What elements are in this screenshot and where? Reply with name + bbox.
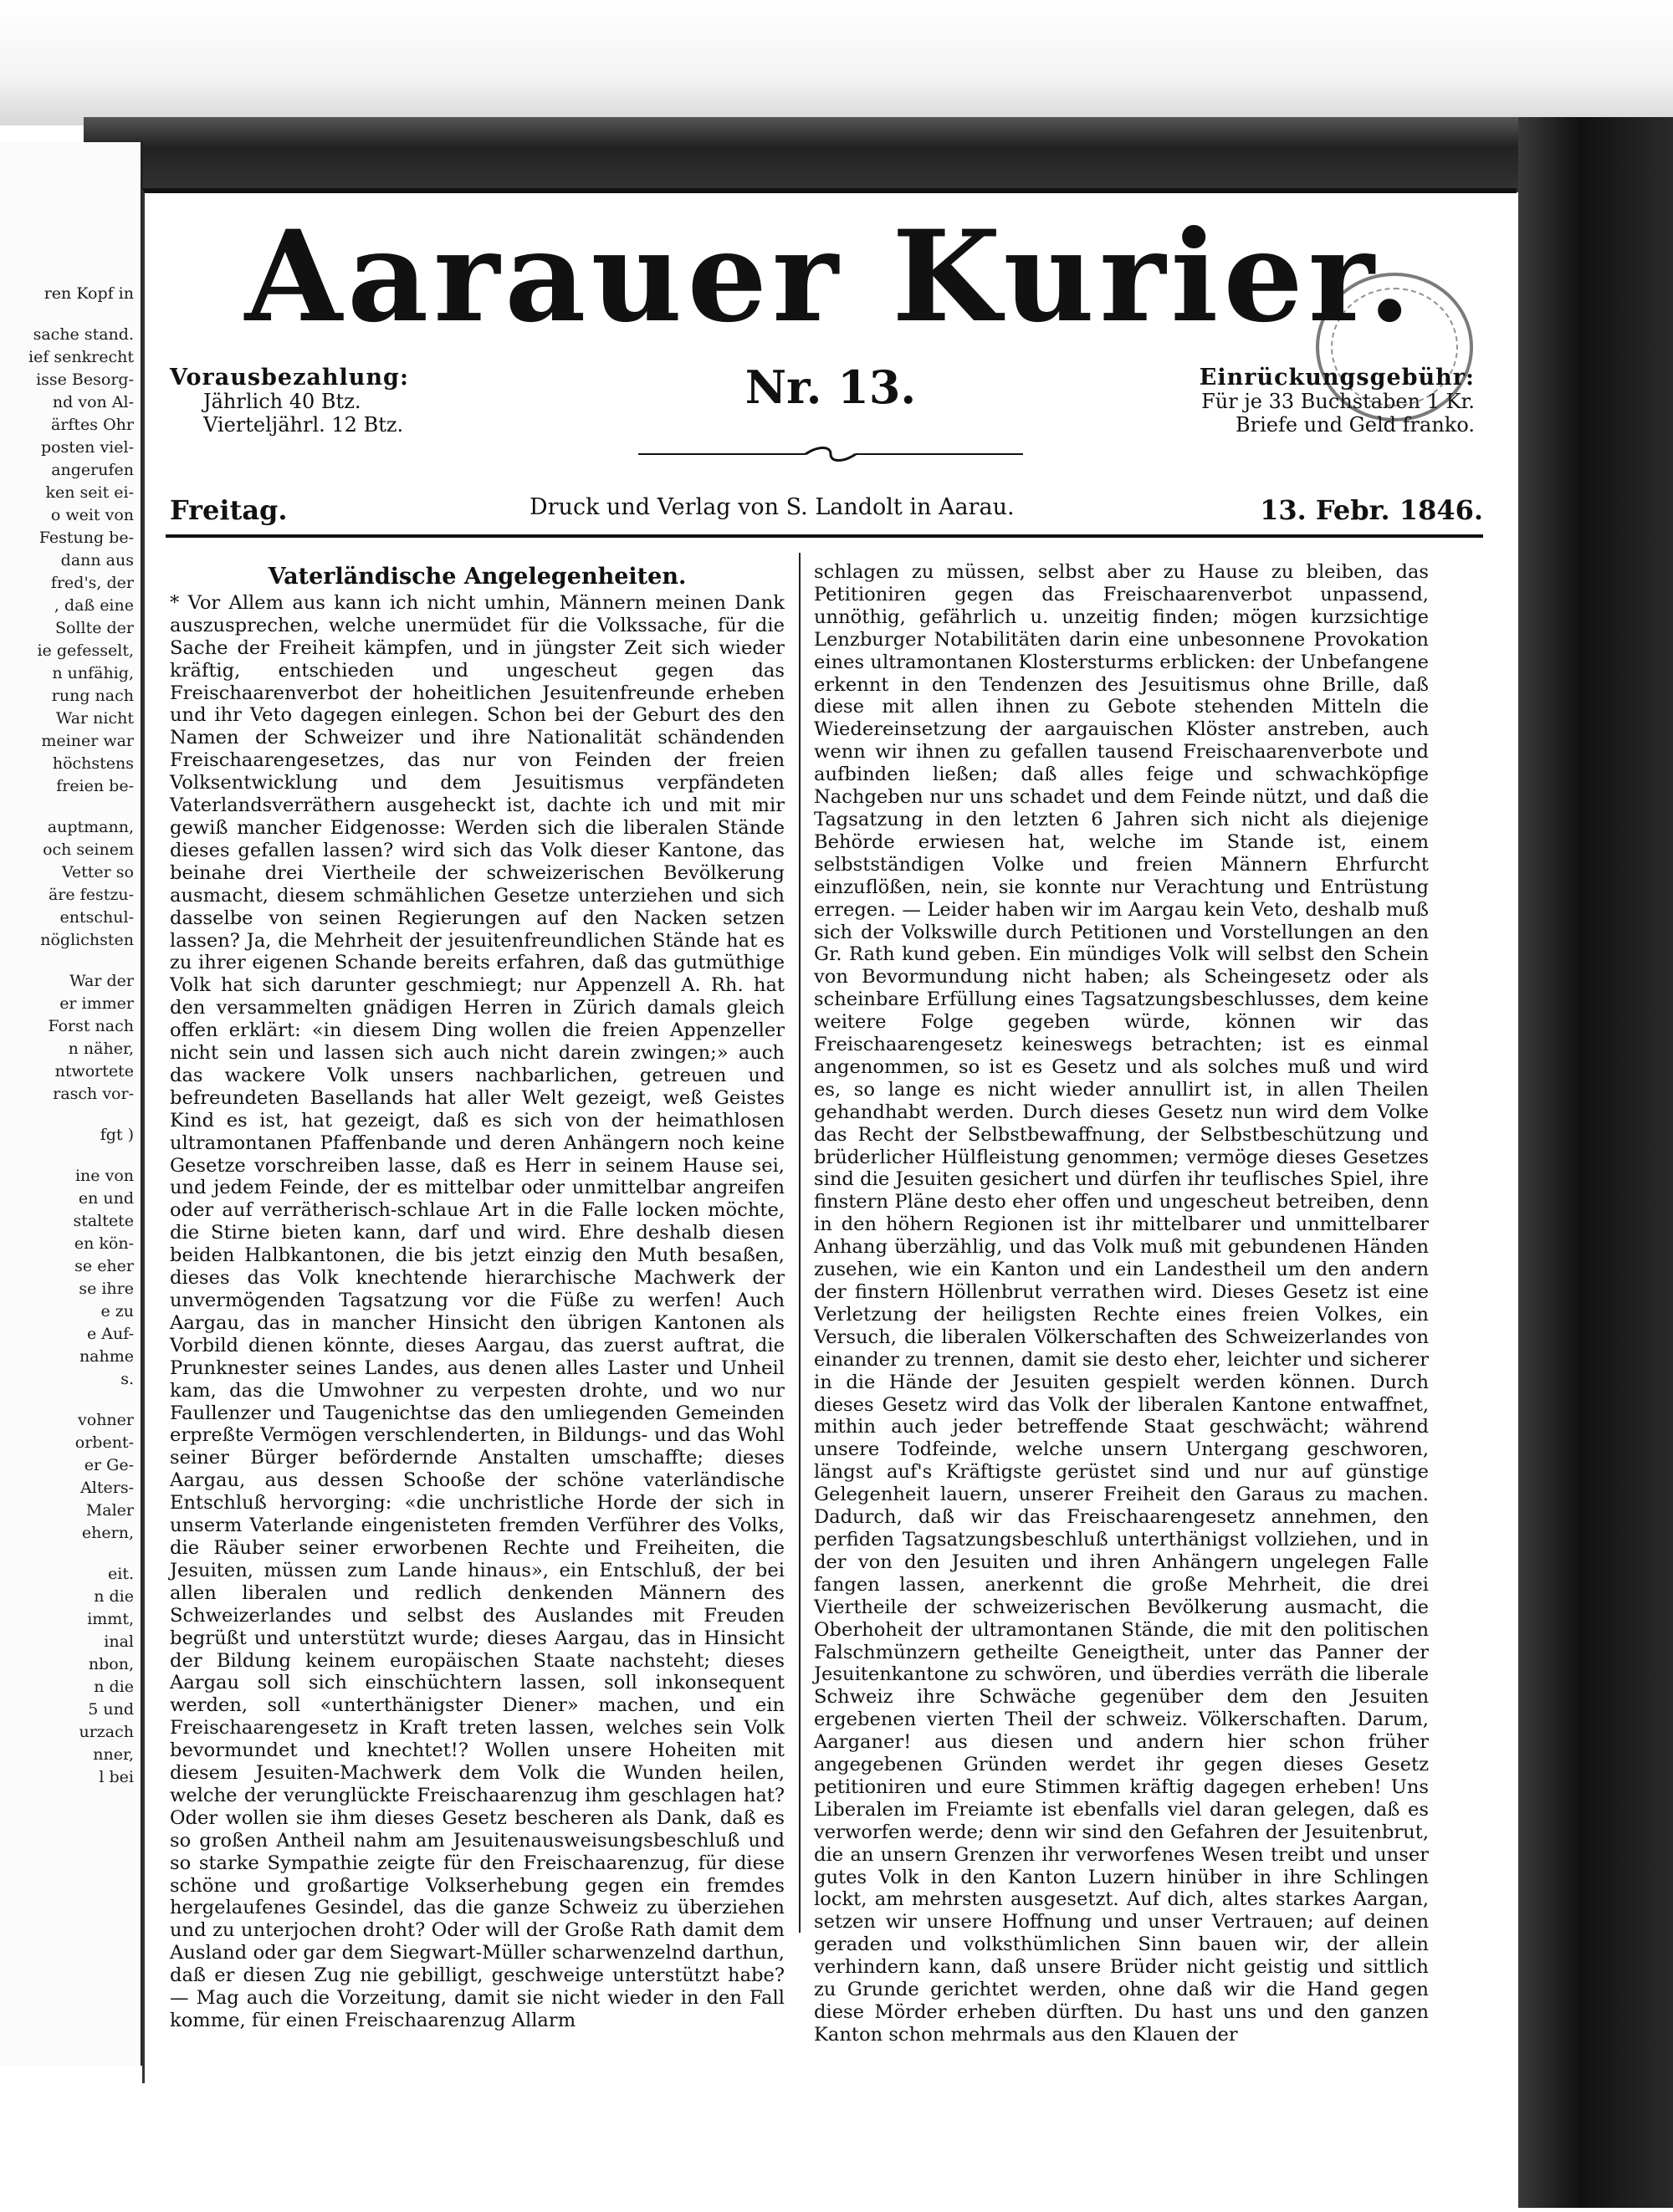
column-divider [799, 553, 801, 1933]
subscription-quarterly: Vierteljährl. 12 Btz. [203, 412, 404, 437]
scan-shadow-right [1518, 117, 1673, 2208]
previous-page-line: Sollte der [54, 619, 134, 637]
previous-page-line: er Ge- [84, 1456, 134, 1474]
header-rule [166, 534, 1483, 538]
publisher-line: Druck und Verlag von S. Landolt in Aarau. [530, 494, 1015, 520]
previous-page-line: en kön- [74, 1234, 134, 1253]
previous-page-line: 5 und [88, 1700, 134, 1719]
previous-page-line: äre festzu- [48, 886, 134, 904]
previous-page-line: immt, [87, 1610, 134, 1628]
previous-page-line: l bei [99, 1768, 134, 1786]
previous-page-line: och seinem [43, 840, 134, 859]
previous-page-line: n die [94, 1678, 134, 1696]
previous-page-line: e Auf- [86, 1325, 134, 1343]
previous-page-line: War der [69, 972, 134, 990]
previous-page-line: Alters- [80, 1479, 134, 1497]
previous-page-line: fred's, der [50, 574, 134, 592]
previous-page-line: meiner war [41, 732, 134, 750]
fee-title: Einrückungsgebühr: [1199, 365, 1475, 391]
previous-page-line: isse Besorg- [36, 370, 134, 389]
masthead-title: Aarauer Kurier. [244, 203, 1417, 350]
previous-page-line: n unfähig, [52, 664, 134, 682]
article-heading: Vaterländische Angelegenheiten. [268, 564, 687, 590]
previous-page-line: e zu [100, 1302, 134, 1321]
article-column-2 [814, 561, 1429, 2046]
newspaper-page [142, 188, 1517, 2083]
previous-page-line: en und [78, 1189, 134, 1208]
previous-page-line: s. [120, 1370, 134, 1388]
previous-page-line: entschul- [59, 908, 134, 927]
article-text-column-1: * Vor Allem aus kann ich nicht umhin, Männern meinen Dank auszusprechen, welche unermüdet für die Volkssache, für die Sache der Freiheit kämpfen, und in jüngster Zeit sich wieder kräftig, entschieden und ungescheut gegen das Freischaarenverbot der hoheitlichen Jesuitenfreunde erheben und ihr Veto dagegen einlegen. Schon bei der Geburt des den Namen der Schweizer und ihre Nationalität schändenden Freischaarengesetzes, das nur von Feinden der freien Volksentwicklung und dem Jesuitismus verpfändeten Vaterlandsverräthern ausgeheckt ist, dachte ich und mit mir gewiß mancher Eidgenosse: Werden sich die liberalen Stände dieses gefallen lassen? wird sich das Volk dieser Kantone, das beinahe drei Viertheile der schweizerischen Bevölkerung ausmacht, diesem schmählichen Gesetze unterziehen und sich dasselbe von seinen Regierungen auf den Nacken setzen lassen? Ja, die Mehrheit der jesuitenfreundlichen Stände hat es zu ihrer eigenen Schande bereits erfahren, daß das gutmüthige Volk hat sich darunter geschmiegt; nur Appenzell A. Rh. hat den versammelten gnädigen Herren in Zürich damals gleich offen erklärt: «in diesem Ding wollen die freien Appenzeller nicht sein und lassen sich auch nicht darein zwingen;» auch das wackere Volk unsers nachbarlichen, getreuen und befreundeten Basellands hat aller Welt gezeigt, weß Geistes Kind es ist, hat gezeigt, daß es sich von der heimathlosen ultramontanen Pfaffenbande und deren Anhängern noch keine Gesetze vorschreiben lasse, daß es Herr in seinem Hause sei, und jedem Feinde, der es mittelbar oder unmittelbar angreifen oder auf verrätherisch-schlaue Art in die Falle locken möchte, die Stirne bieten kann, darf und wird. Ehre deshalb diesen beiden Halbkantonen, die bis jetzt einzig den Muth besaßen, dieses das Volk knechtende hierarchische Machwerk der unvermögenden Tagsatzung vor die Füße zu werfen! Auch Aargau, das in mancher Hinsicht den übrigen Kantonen als Vorbild dienen könnte, dieses Aargau, das zuerst auftrat, die Prunknester seines Landes, aus denen alles Laster und Unheil kam, das die Umwohner zu verpesten drohte, und wo nur Faullenzer und Taugenichtse das den umliegenden Gemeinden erpreßte Vermögen verschlenderten, in Bildungs- und das Wohl seiner Bürger befördernde Anstalten umschaffte; dieses Aargau, aus dessen Schooße der schöne vaterländische Entschluß hervorging: «die unchristliche Horde der sich in unserm Vaterlande eingenisteten fremden Verführer des Volks, die Räuber seiner erworbenen Rechte und Freiheiten, die Jesuiten, müssen zum Lande hinaus», ein Entschluß, der bei allen liberalen und redlich denkenden Männern des Schweizerlandes und selbst des Auslandes mit Freuden begrüßt und unterstützt wurde; dieses Aargau, das in Hinsicht der Bildung keinem europäischen Staate nachsteht; dieses Aargau soll sich einschüchtern lassen, soll inkonsequent werden, soll «unterthänigster Diener» machen, und ein Freischaarengesetz in Kraft treten lassen, welches sein Volk bevormundet und knechtet!? Wollen unsere Hoheiten mit diesem Jesuiten-Machwerk dem Volk die Wunden heilen, welche der verunglückte Freischaarenzug ihm geschlagen hat? Oder wollen sie ihm dieses Gesetz bescheren als Dank, daß es so großen Antheil nahm am Jesuitenausweisungsbeschluß und so starke Sympathie zeigte für den Freischaarenzug, für diese schöne und großartige Volkserhebung gegen ein fremdes hergelaufenes Gesindel, das die ganze Schweiz zu überziehen und zu unterjochen droht? Oder will der Große Rath damit dem Ausland oder gar dem Siegwart-Müller scharwenzelnd darthun, daß er diesen Zug nie gebilligt, geschweige unterstützt habe? — Mag auch die Vorzeitung, damit sie nicht wieder in den Fall komme, für einen Freischaarenzug Allarm [170, 591, 785, 2031]
dateline [170, 494, 1483, 528]
previous-page-line: nner, [93, 1745, 134, 1764]
issue-date: 13. Febr. 1846. [1260, 494, 1483, 526]
previous-page-line: Festung be- [38, 529, 134, 547]
previous-page-line: , daß eine [54, 596, 134, 615]
previous-page-line: freien be- [56, 777, 134, 795]
scan-shadow-top [84, 117, 1673, 192]
previous-page-line: Vetter so [61, 863, 134, 881]
issue-number: Nr. 13. [744, 360, 917, 414]
previous-page-line: er immer [59, 994, 134, 1013]
scan-border-top [0, 0, 1673, 125]
previous-page-edge [0, 142, 143, 2066]
fee-line-2: Briefe und Geld franko. [1236, 412, 1475, 437]
previous-page-line: orbent- [74, 1433, 134, 1452]
subscription-title: Vorausbezahlung: [170, 365, 409, 391]
previous-page-line: n die [94, 1587, 134, 1606]
previous-page-line: fgt ) [100, 1126, 134, 1144]
previous-page-line: rasch vor- [53, 1085, 134, 1103]
previous-page-line: nbon, [88, 1655, 134, 1673]
previous-page-line: nd von Al- [52, 393, 134, 411]
previous-page-line: inal [104, 1632, 134, 1651]
previous-page-line: rung nach [51, 687, 134, 705]
previous-page-line: vohner [78, 1411, 134, 1429]
previous-page-line: auptmann, [47, 818, 134, 836]
previous-page-line: angerufen [51, 461, 134, 479]
previous-page-line: se ihre [79, 1280, 134, 1298]
previous-page-line: sache stand. [33, 325, 134, 344]
flourish-ornament [638, 444, 1023, 464]
previous-page-line: urzach [79, 1723, 134, 1741]
previous-page-line: dann aus [60, 551, 134, 570]
previous-page-line: nahme [79, 1347, 134, 1366]
previous-page-line: höchstens [52, 754, 134, 773]
previous-page-line: War nicht [55, 709, 134, 728]
fee-line-1: Für je 33 Buchstaben 1 Kr. [1201, 390, 1475, 414]
subscription-yearly: Jährlich 40 Btz. [203, 390, 361, 414]
previous-page-line: ren Kopf in [43, 284, 134, 303]
previous-page-line: ken seit ei- [45, 483, 134, 502]
previous-page-line: ntwortete [54, 1062, 134, 1080]
previous-page-line: ief senkrecht [28, 348, 134, 366]
previous-page-line: ine von [74, 1167, 134, 1185]
fee-info [1082, 365, 1475, 437]
previous-page-line: ärftes Ohr [50, 416, 134, 434]
previous-page-line: eit. [108, 1565, 134, 1583]
previous-page-line: o weit von [50, 506, 134, 524]
previous-page-line: Forst nach [48, 1017, 134, 1035]
previous-page-line: n näher, [68, 1040, 134, 1058]
weekday: Freitag. [170, 494, 288, 526]
previous-page-line: posten viel- [40, 438, 134, 457]
previous-page-line: se eher [74, 1257, 134, 1275]
previous-page-line: nöglichsten [40, 931, 134, 949]
previous-page-line: ie gefesselt, [37, 641, 134, 660]
article-text-column-2: schlagen zu müssen, selbst aber zu Hause zu bleiben, das Petitioniren gegen das Freischaarenverbot unpassend, unnöthig, gefährlich u. unzeitig finden; mögen kurzsichtige Lenzburger Notabilitäten darin eine unbesonnene Provokation eines ultramontanen Klostersturms erblicken: der Unbefangene erkennt in den Tendenzen des Jesuitismus ohne Brille, daß diese mit allen ihnen zu Gebote stehenden Mitteln die Wiedereinsetzung der aargauischen Klöster anstreben, auch wenn wir ihnen zu gefallen tausend Freischaarenverbote und aufbinden ließen; daß alles feige und schwachköpfige Nachgeben nur uns schadet und dem Feinde nützt, und daß die Tagsatzung in den letzten 6 Jahren sich nicht als diejenige Behörde erwiesen hat, welche im Stande ist, einem selbstständigen Volke und freien Männern Ehrfurcht einzuflößen, nein, sie konnte nur Verachtung und Entrüstung erregen. — Leider haben wir im Aargau kein Veto, deshalb muß sich der Volkswille durch Petitionen und Vorstellungen an den Gr. Rath kund geben. Ein mündiges Volk will selbst den Schein von Bevormundung nicht haben; als Scheingesetz oder als scheinbare Erfüllung eines Tagsatzungsbeschlusses, dem keine weitere Folge gegeben würde, können wir das Freischaarengesetz keineswegs betrachten; ist es einmal angenommen, so ist es Gesetz und als solches muß und wird es, so lange es nicht wieder annullirt ist, in allen Theilen gehandhabt werden. Durch dieses Gesetz nun wird dem Volke das Recht der Selbstbewaffnung, der Selbstbeschützung und brüderlicher Hülfleistung genommen; vermöge dieses Gesetzes sind die Jesuiten gesichert und dürfen ihr teuflisches Spiel, ihre finstern Pläne desto eher offen und ungescheut betreiben, denn in den höhern Regionen ist ihr mittelbarer und unmittelbarer Anhang überzählig, und das Volk muß mit gebundenen Händen zusehen, wie ein Kanton und ein Landestheil um den andern der finstern Höllenbrut verrathen wird. Dieses Gesetz ist eine Verletzung der heiligsten Rechte eines freien Volkes, ein Versuch, die liberalen Völkerschaften des Schweizerlandes von einander zu trennen, damit sie desto eher, leichter und sicherer in die Hände der Jesuiten gespielt werden können. Durch dieses Gesetz wird das Volk der liberalen Kantone entwaffnet, mithin auch jeder betreffende Staat geschwächt; während unsere Todfeinde, welche unsern Untergang geschworen, längst auf's Kräftigste gerüstet sind und nur auf günstige Gelegenheit lauern, unserer Freiheit den Garaus zu machen. Dadurch, daß wir das Freischaarengesetz annehmen, den perfiden Tagsatzungsbeschluß unterthänigst vollziehen, und in der von den Jesuiten und ihren Anhängern ungelegen Falle fangen lassen, anerkennt die große Mehrheit, die drei Viertheile der schweizerischen Bevölkerung ausmacht, die Oberhoheit der ultramontanen Stände, die mit den politischen Falschmünzern getheilte Geneigtheit, unter das Panner der Jesuitenkantone zu schwören, und überdies verräth die liberale Schweiz ihre Schwäche gegenüber dem den Jesuiten ergebenen vierten Theil der schweiz. Völkerschaften. Darum, Aarganer! aus diesen und andern hier schon früher angegebenen Gründen werdet ihr gegen dieses Gesetz petitioniren und eure Stimmen kräftig dagegen erheben! Uns Liberalen im Freiamte ist ebenfalls viel daran gelegen, daß es verworfen werde; denn wir sind den Gefahren der Jesuitenbrut, die an unsern Grenzen ihr verworfenes Wesen treibt und unser gutes Volk in den Kanton Luzern hinüber in ihre Schlingen lockt, am mehrsten ausgesetzt. Auf dich, altes starkes Aargan, setzen wir unsere Hoffnung und unser Vertrauen; auf deinen geraden und volksthümlichen Sinn bauen wir, der allein verhindern kann, daß unsere Brüder nicht geistig und sittlich zu Grunde gerichtet werden, ohne daß wir die Hand gegen diese Mörder erheben dürften. Du hast uns und den ganzen Kanton schon mehrmals aus den Klauen der [814, 561, 1429, 2046]
previous-page-line: staltete [73, 1212, 134, 1230]
article-column-1 [170, 561, 785, 2032]
previous-page-line: Maler [85, 1501, 134, 1520]
previous-page-line: ehern, [81, 1524, 134, 1542]
